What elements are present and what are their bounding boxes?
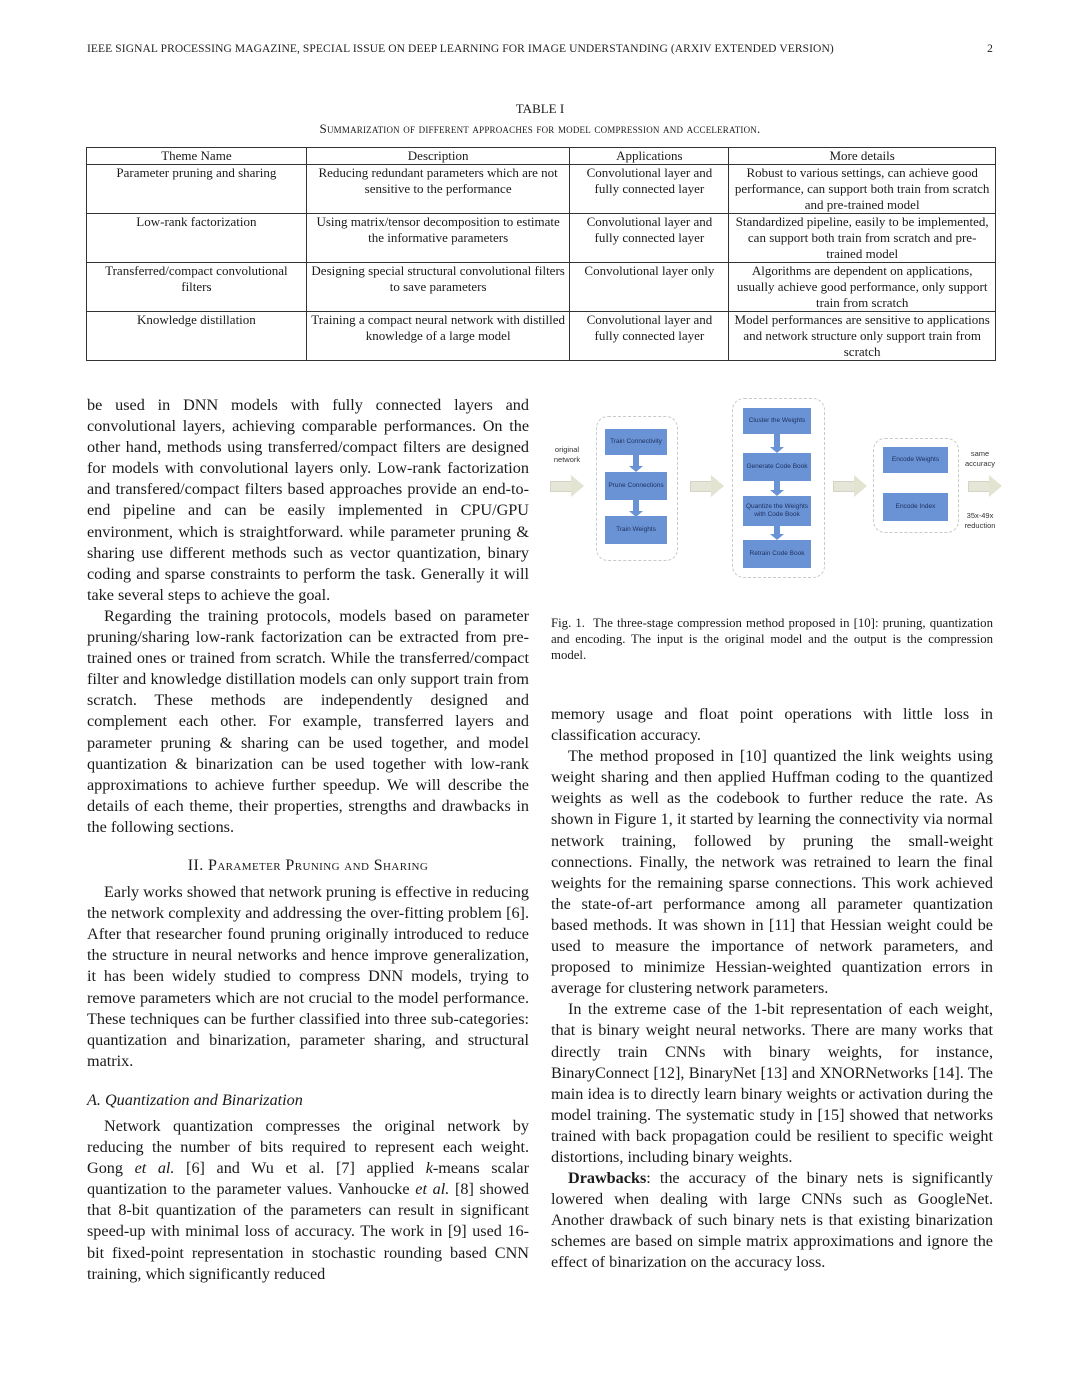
paragraph (551, 1168, 993, 1273)
summary-table (86, 147, 996, 361)
paragraph: Early works showed that network pruning is effective in reducing the network complexity and addressing the over-fitting problem [6]. After that researcher found pruning originally introduced to reduce the structure in neural networks and hence improve generalization, it has been widely studied to compress DNN models, trying to remove parameters which are not crucial to the model performance. These techniques can be further classified into three sub-categories: quantization and binarization, parameter sharing, and structural matrix. (87, 883, 529, 1070)
block-train-connectivity: Train Connectivity (605, 429, 667, 455)
cell-theme: Knowledge distillation (87, 312, 307, 361)
table-row (87, 263, 996, 312)
text-run-italic: et al. (134, 1159, 175, 1178)
running-title: IEEE SIGNAL PROCESSING MAGAZINE, SPECIAL ISSUE ON DEEP LEARNING FOR IMAGE UNDERSTANDING (ARXIV EXTENDED VERSION) (87, 43, 834, 55)
text-run: [6] and Wu et al. [7] applied (174, 1159, 426, 1178)
text-run: -means scalar quantization to the parameter values. Vanhoucke (87, 1159, 529, 1199)
table-caption-text: Summarization of different approaches for model compression and acceleration. (319, 121, 761, 136)
paragraph: The method proposed in [10] quantized the link weights using weight sharing and then applied Huffman coding to the quantized weights as well as the codebook to further reduce the rate. As shown in Figure 1, it started by learning the connectivity via normal network training, followed by pruning the small-weight connections. Finally, the network was retrained to learn the final weights for the remaining sparse connections. This work achieved the state-of-art performance among all parameter quantization based methods. It was shown in [11] that Hessian weight could be used to measure the importance of network parameters, and proposed to minimize Hessian-weighted quantization errors in average for clustering network parameters. (551, 747, 993, 998)
left-column (87, 395, 529, 1285)
block-encode-index: Encode Index (883, 493, 948, 521)
cell-description: Designing special structural convolutional filters to save parameters (306, 263, 570, 312)
output-arrow-icon (968, 475, 1002, 497)
cell-theme: Low-rank factorization (87, 214, 307, 263)
figure-compression-pipeline (548, 393, 1000, 583)
table-row (87, 214, 996, 263)
block-generate-code-book: Generate Code Book (743, 453, 811, 481)
cell-details: Model performances are sensitive to applications and network structure only support train from scratch (729, 312, 996, 361)
figure-caption (551, 615, 993, 663)
paragraph: memory usage and float point operations with little loss in classification accuracy. (551, 705, 993, 745)
stage-encoding (873, 438, 959, 533)
cell-applications: Convolutional layer and fully connected layer (570, 214, 729, 263)
column-header-description: Description (306, 148, 570, 165)
table-label: TABLE I (515, 101, 565, 116)
figure-caption-text: The three-stage compression method proposed in [10]: pruning, quantization and encoding. The input is the original model and the output is the compression model. (551, 616, 993, 662)
column-header-applications: Applications (570, 148, 729, 165)
stage-pruning (596, 416, 678, 561)
table-row (87, 165, 996, 214)
cell-applications: Convolutional layer and fully connected layer (570, 312, 729, 361)
paragraph: In the extreme case of the 1-bit representation of each weight, that is binary weight neural networks. There are many works that directly train CNNs with binary weights, for instance, BinaryConnect [12], BinaryNet [13] and XNORNetworks [14]. The main idea is to directly learn binary weights or activation during the model training. The systematic study in [15] showed that networks trained with back propagation could be resilient to specific weight distortions, including binary weights. (551, 1000, 993, 1166)
cell-applications: Convolutional layer only (570, 263, 729, 312)
stage-arrow-icon (690, 475, 724, 497)
text-run: : the accuracy of the binary nets is significantly lowered when dealing with large CNNs such as GoogleNet. Another drawback of such binary nets is that existing binarization schemes are based on simple matrix approximations and ignore the effect of binarization on the accuracy loss. (551, 1169, 993, 1272)
text-run: Network quantization compresses the original network by reducing the number of bits required to represent each weight. Gong (87, 1117, 529, 1178)
math-variable: k (425, 1159, 433, 1178)
stage-quantization (732, 398, 825, 578)
right-column (551, 704, 993, 1274)
section-heading: II. Parameter Pruning and Sharing (187, 856, 429, 874)
block-retrain-code-book: Retrain Code Book (743, 540, 811, 568)
block-prune-connections: Prune Connections (605, 472, 667, 500)
stage-arrow-icon (833, 475, 867, 497)
block-train-weights: Train Weights (605, 516, 667, 544)
block-encode-weights: Encode Weights (883, 447, 948, 473)
cell-theme: Parameter pruning and sharing (87, 165, 307, 214)
output-label-reduction: 35x-49x reduction (964, 511, 996, 530)
input-arrow-icon (550, 475, 584, 497)
paragraph (87, 1116, 529, 1285)
output-label-accuracy: same accuracy (964, 449, 995, 468)
text-run: [8] showed that 8-bit quantization of the parameters can result in significant speed-up with minimal loss of accuracy. The work in [9] used 16-bit fixed-point representation in stochastic rounding based CNN training, which significantly reduced (87, 1180, 529, 1283)
paragraph: be used in DNN models with fully connected layers and convolutional layers, achieving comparable performances. On the other hand, methods using transferred/compact filters are designed for models with convolutional layers only. Low-rank factorization and transfered/compact filters based approaches provide an end-to-end pipeline and can be easily implemented in CPU/GPU environment, which is straightforward. while parameter pruning & sharing use different methods such as vector quantization, binary coding and sparse constraints to perform the task. Generally it will take several steps to achieve the goal. (87, 396, 529, 604)
cell-details: Algorithms are dependent on applications, usually achieve good performance, only support train from scratch (729, 263, 996, 312)
column-header-details: More details (729, 148, 996, 165)
figure-number: Fig. 1. (551, 616, 585, 630)
input-label: original network (553, 445, 581, 464)
table-row (87, 312, 996, 361)
block-quantize-weights: Quantize the Weights with Code Book (743, 496, 811, 526)
cell-description: Training a compact neural network with distilled knowledge of a large model (306, 312, 570, 361)
block-cluster-weights: Cluster the Weights (743, 408, 811, 434)
column-header-theme: Theme Name (87, 148, 307, 165)
text-run-italic: et al. (415, 1180, 450, 1199)
table-caption (0, 101, 1080, 137)
cell-description: Using matrix/tensor decomposition to estimate the informative parameters (306, 214, 570, 263)
paragraph: Regarding the training protocols, models based on parameter pruning/sharing low-rank factorization can be extracted from pre-trained ones or trained from scratch. While the transferred/compact filter and knowledge distillation models can only support train from scratch. These methods are independently designed and complement each other. For example, transferred layers and parameter pruning & sharing can be used together, and model quantization & binarization can be used together with low-rank approximations to achieve further speedup. We will describe the details of each theme, their properties, strengths and drawbacks in the following sections. (87, 606, 529, 836)
cell-details: Robust to various settings, can achieve good performance, can support both train from scratch and pre-trained model (729, 165, 996, 214)
cell-details: Standardized pipeline, easily to be implemented, can support both train from scratch and pre-trained model (729, 214, 996, 263)
cell-description: Reducing redundant parameters which are not sensitive to the performance (306, 165, 570, 214)
subsection-heading: A. Quantization and Binarization (87, 1090, 303, 1109)
drawbacks-label: Drawbacks (568, 1169, 647, 1188)
cell-theme: Transferred/compact convolutional filters (87, 263, 307, 312)
running-header (87, 43, 995, 55)
table-header-row (87, 148, 996, 165)
cell-applications: Convolutional layer and fully connected layer (570, 165, 729, 214)
page-number: 2 (987, 43, 993, 55)
